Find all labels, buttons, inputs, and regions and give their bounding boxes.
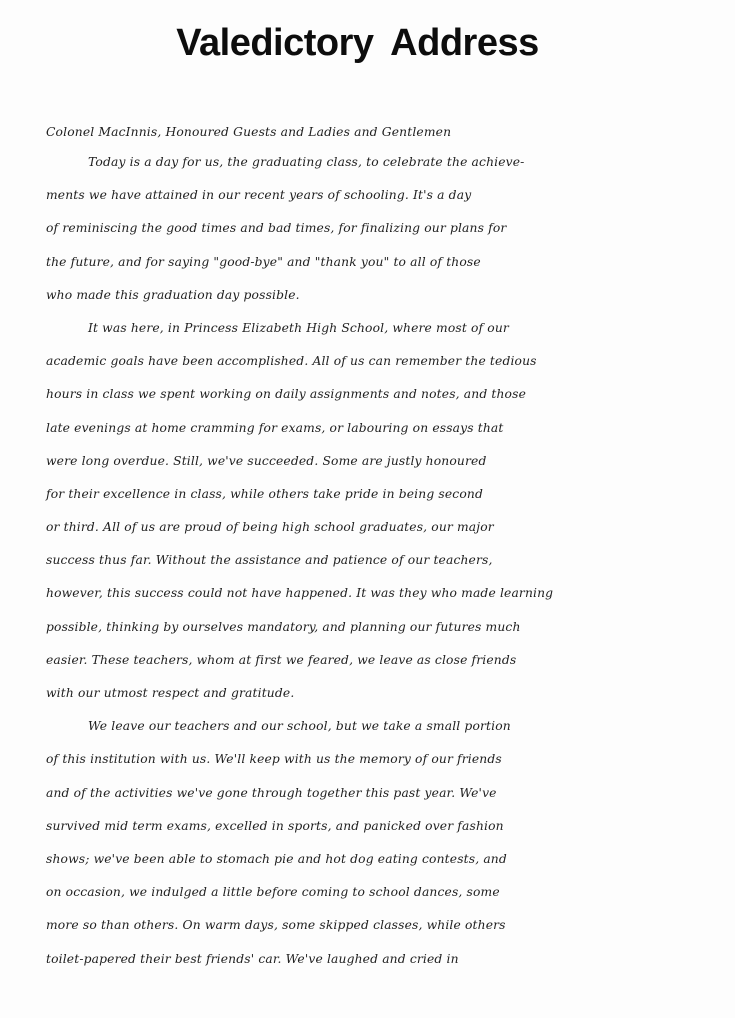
text-line: possible, thinking by ourselves mandatory, and planning our futures much [46, 619, 521, 634]
text-line: easier. These teachers, whom at first we feared, we leave as close friends [46, 652, 517, 667]
text-line: It was here, in Princess Elizabeth High School, where most of our [88, 320, 509, 335]
text-line: who made this graduation day possible. [46, 287, 300, 302]
text-line: for their excellence in class, while others take pride in being second [46, 486, 483, 501]
paragraph-3 [46, 716, 716, 982]
text-line: shows; we've been able to stomach pie and hot dog eating contests, and [46, 851, 507, 866]
text-line: on occasion, we indulged a little before coming to school dances, some [46, 885, 500, 900]
text-line: late evenings at home cramming for exams, or labouring on essays that [46, 420, 504, 435]
text-line: toilet-papered their best friends' car. We've laughed and cried in [46, 951, 459, 966]
text-line: and of the activities we've gone through together this past year. We've [46, 785, 497, 800]
text-line: hours in class we spent working on daily assignments and notes, and those [46, 387, 527, 402]
text-line: We leave our teachers and our school, but we take a small portion [88, 719, 511, 734]
text-line: with our utmost respect and gratitude. [46, 686, 295, 700]
greeting-line: Colonel MacInnis, Honoured Guests and Ladies and Gentlemen [46, 125, 452, 139]
text-line: success thus far. Without the assistance and patience of our teachers, [46, 553, 493, 568]
address-body [46, 122, 716, 982]
text-line: or third. All of us are proud of being high school graduates, our major [46, 520, 494, 535]
text-line: however, this success could not have happened. It was they who made learning [46, 586, 554, 601]
text-line: more so than others. On warm days, some skipped classes, while others [46, 918, 506, 933]
text-line: ments we have attained in our recent years of schooling. It's a day [46, 188, 472, 203]
text-line: were long overdue. Still, we've succeeded. Some are justly honoured [46, 453, 487, 468]
page-title: Valedictory Address [176, 22, 539, 64]
paragraph-1 [46, 152, 716, 318]
text-line: of reminiscing the good times and bad times, for finalizing our plans for [46, 221, 507, 236]
text-line: Today is a day for us, the graduating class, to celebrate the achieve- [88, 155, 525, 169]
text-line: survived mid term exams, excelled in sports, and panicked over fashion [46, 818, 504, 833]
text-line: academic goals have been accomplished. All of us can remember the tedious [46, 354, 537, 369]
paragraph-2 [46, 318, 716, 716]
text-line: the future, and for saying "good-bye" and "thank you" to all of those [46, 254, 481, 269]
text-line: of this institution with us. We'll keep with us the memory of our friends [46, 752, 502, 767]
